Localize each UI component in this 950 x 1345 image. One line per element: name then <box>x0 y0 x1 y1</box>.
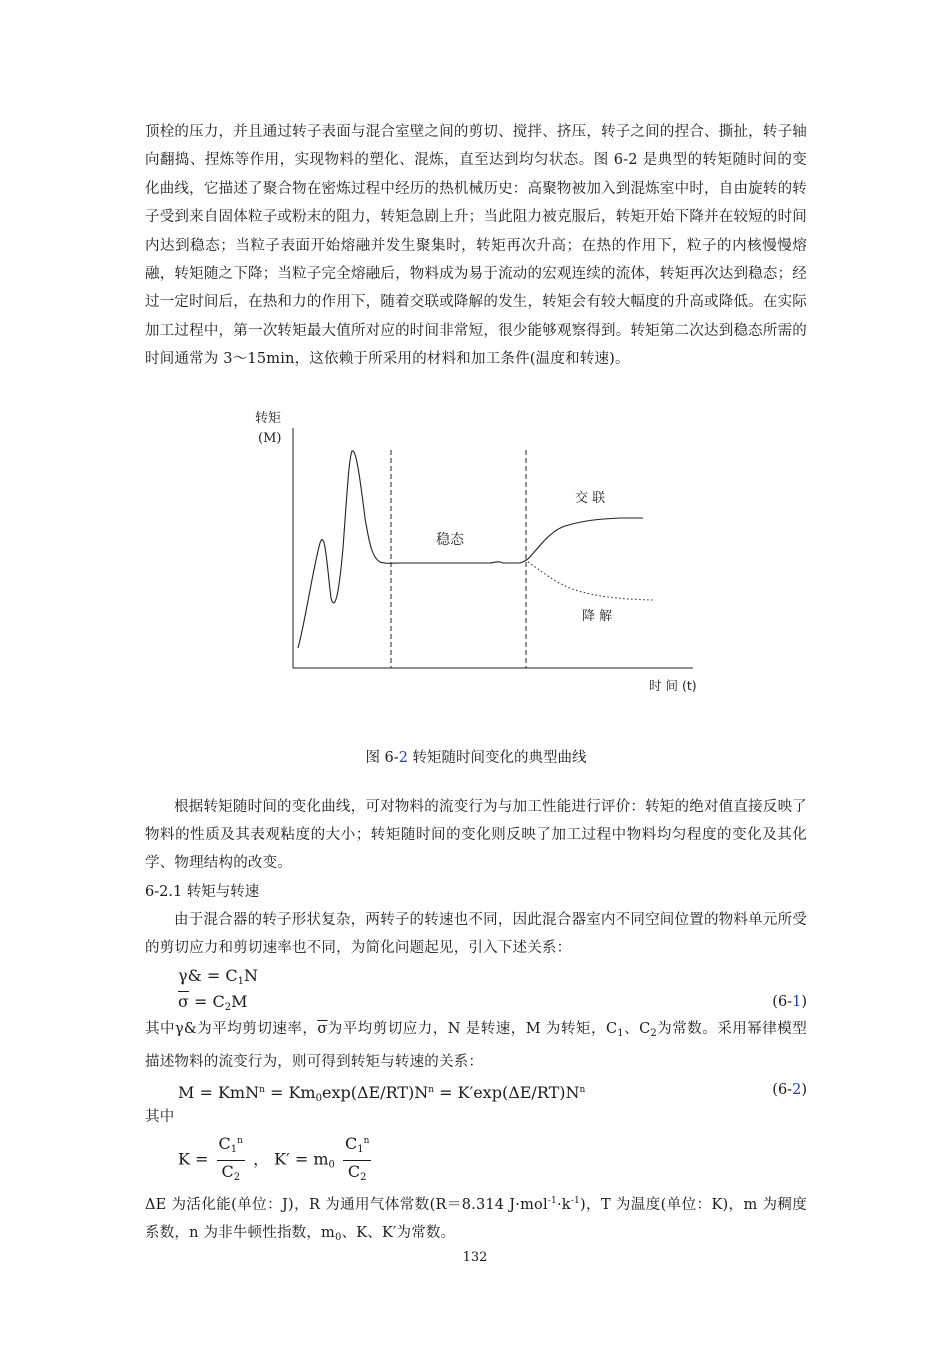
caption-text: 转矩随时间变化的典型曲线 <box>407 749 587 766</box>
equation-constants: K = $\frac{C_1^n}{C_2}$ ， $K' = m_0$ $\frac{C_1^n}{C_2}$ <box>145 1131 807 1187</box>
fraction-k: $\frac{C_1^n}{C_2}$ <box>217 1131 245 1189</box>
y-axis-label-line2: (M) <box>258 430 282 446</box>
equation-shear-rate <box>145 963 807 989</box>
x-axis-label: 时 间 (t) <box>649 677 697 693</box>
caption-prefix: 图 6- <box>365 749 399 766</box>
crosslink-curve <box>528 518 643 559</box>
paragraph-1: 顶栓的压力，并且通过转子表面与混合室壁之间的剪切、搅拌、挤压，转子之间的捏合、撕扯，转子轴向翻捣、捏炼等作用，实现物料的塑化、混炼，直至达到均匀状态。图 6-2 是典型的转矩随时间的变化曲线，它描述了聚合物在密炼过程中经历的热机械历史：高聚物被加入到混炼室中时，自由旋转的转子受到来自固体粒子或粉末的阻力，转矩急剧上升；当此阻力被克服后，转矩开始下降并在较短的时间内达到稳态；当粒子表面开始熔融并发生聚集时，转矩再次升高；在热的作用下，粒子的内核慢慢熔融，转矩随之下降；当粒子完全熔融后，物料成为易于流动的宏观连续的流体，转矩再次达到稳态；经过一定时间后，在热和力的作用下，随着交联或降解的发生，转矩会有较大幅度的升高或降低。在实际加工过程中，第一次转矩最大值所对应的时间非常短，很少能够观察得到。转矩第二次达到稳态所需的时间通常为 3～15min，这依赖于所采用的材料和加工条件(温度和转速)。 <box>145 124 807 368</box>
equation-power-law: $M = KmN^n = Km_0\exp(\Delta E/RT)N^n = K'\exp(\Delta E/RT)N^n$ (6-2) <box>145 1077 807 1103</box>
degradation-curve <box>528 562 653 600</box>
equation-number-6-1: (6-1) <box>772 993 807 1010</box>
y-axis-label-line1: 转矩 <box>255 410 282 426</box>
paragraph-3: 由于混合器的转子形状复杂，两转子的转速也不同，因此混合器室内不同空间位置的物料单元所受的剪切应力和剪切速率也不同，为简化问题起见，引入下述关系： <box>145 911 807 957</box>
degradation-label: 降 解 <box>582 608 613 624</box>
paragraph-2: 根据转矩随时间的变化曲线，可对物料的流变行为与加工性能进行评价：转矩的绝对值直接反映了物料的性质及其表观粘度的大小；转矩随时间的变化则反映了加工过程中物料均匀程度的变化及其化学、物理结构的改变。 <box>145 798 807 872</box>
equation-shear-stress <box>145 989 807 1015</box>
eq1-rhs: = $C_1N$ <box>206 965 259 987</box>
paragraph-5: ΔE 为活化能(单位：J)，R 为通用气体常数(R＝8.314 $J\cdot mol^{-1}\cdot k^{-1}$)，T 为温度(单位：K)，m 为稠度系数，n 为非牛顿性指数，$m_0$、K、K′为常数。 <box>145 1195 808 1244</box>
crosslink-label: 交 联 <box>575 490 606 506</box>
page-number: 132 <box>462 1250 488 1265</box>
fraction-kprime: $\frac{C_1^n}{C_2}$ <box>343 1131 371 1189</box>
paragraph-4: 其中γ&为平均剪切速率，$\overline{\sigma}$为平均剪切应力，N 是转速，M 为转矩，$C_1$、$C_2$为常数。采用幂律模型描述物料的流变行为，则可得到转矩与转速的关系： <box>145 1020 808 1071</box>
steady-state-label: 稳态 <box>436 531 464 548</box>
eq2-lhs: $\overline{\sigma}$ <box>178 991 189 1011</box>
section-heading: 6-2.1 转矩与转速 <box>145 883 260 900</box>
page-body <box>145 118 807 1253</box>
torque-curve-chart <box>145 398 807 738</box>
eq2-rhs: = $C_2M$ <box>194 991 248 1013</box>
where-label: 其中 <box>145 1108 175 1125</box>
torque-curve <box>298 450 528 647</box>
figure-caption <box>145 746 807 767</box>
equation-number-6-2: (6-2) <box>772 1081 807 1098</box>
eq1-lhs: γ& <box>178 965 202 985</box>
torque-time-figure <box>145 398 807 738</box>
figure-ref-link[interactable]: 2 <box>398 749 408 766</box>
